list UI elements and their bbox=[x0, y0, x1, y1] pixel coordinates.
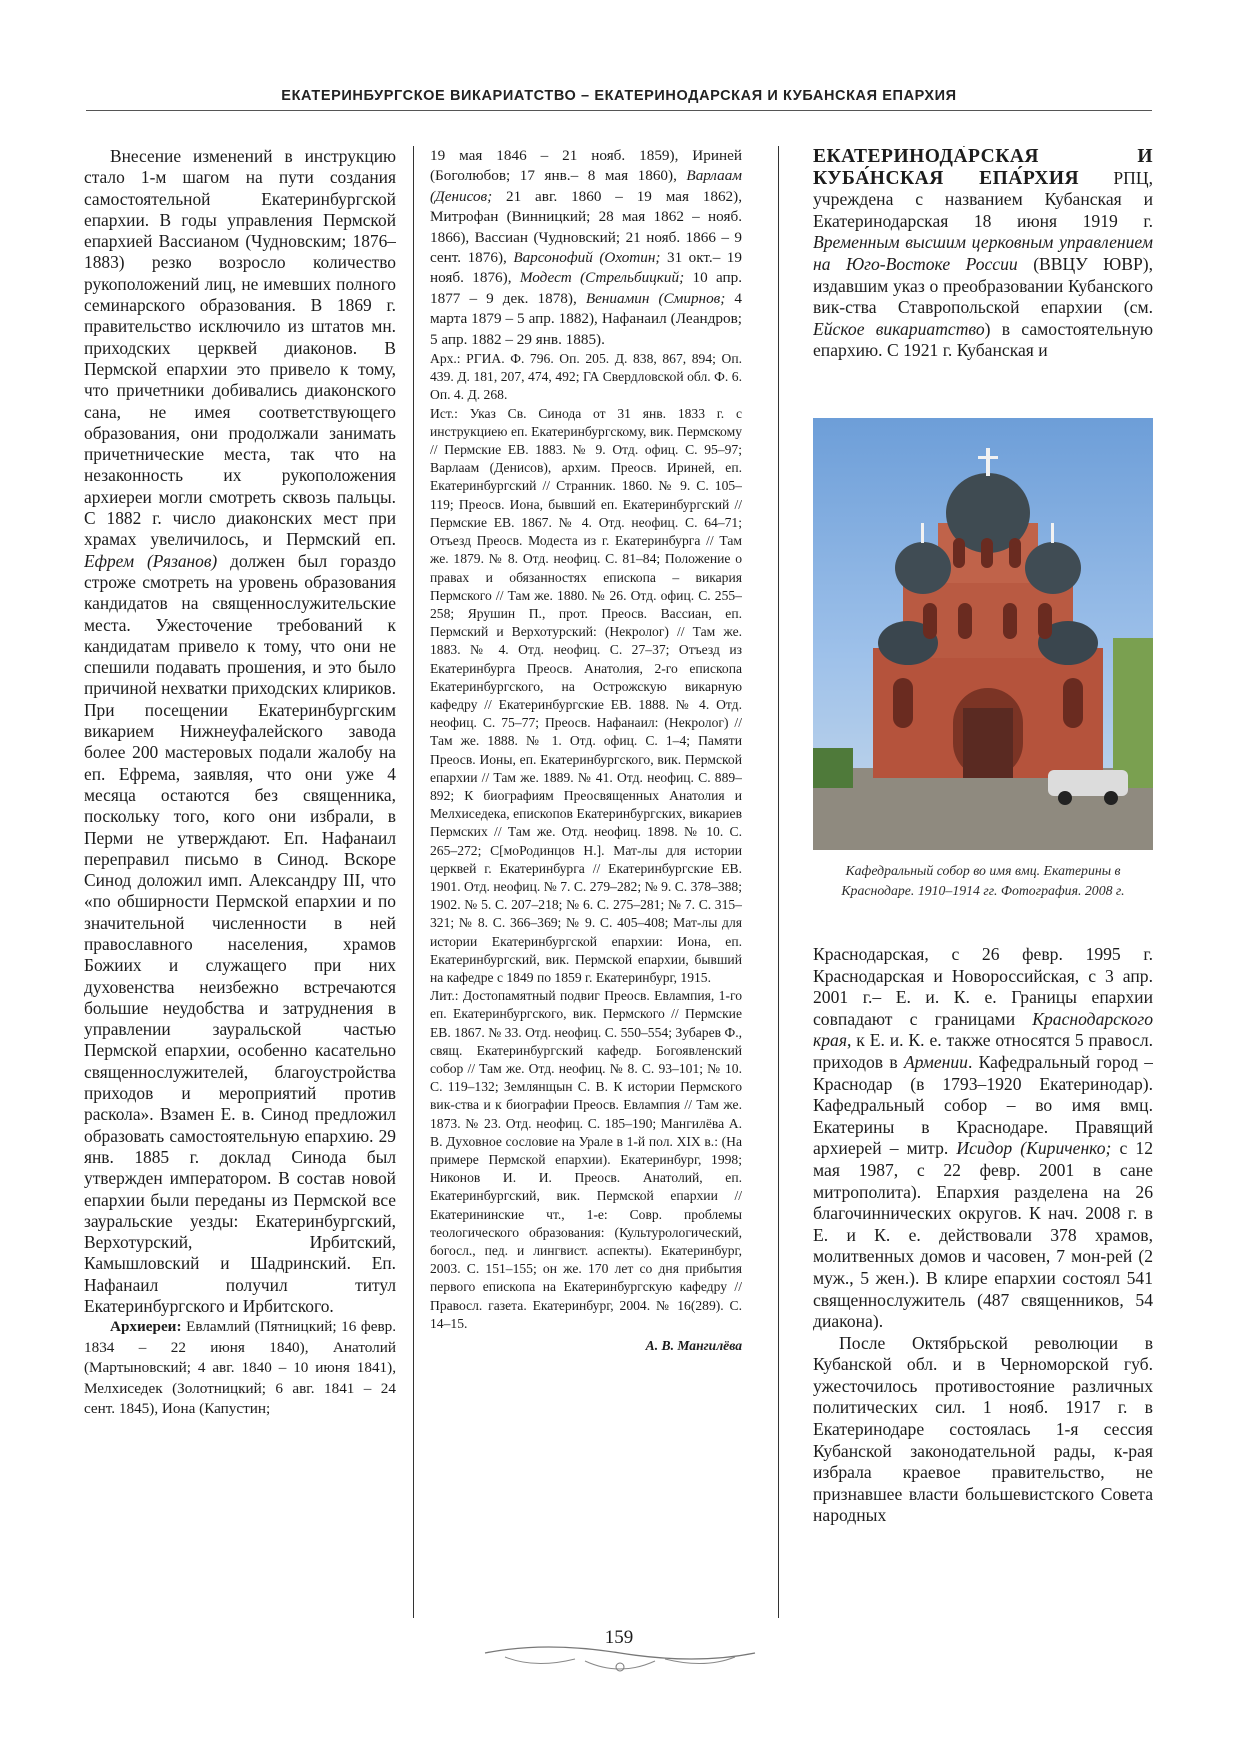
column-3-bottom bbox=[813, 944, 1153, 1619]
paragraph-hierarchs-cont: 19 мая 1846 – 21 нояб. 1859), Ириней (Боголюбов; 17 янв.– 8 мая 1860), Варлаам (Денисов; 21 авг. 1860 – 19 мая 1862), Митрофан (Винницкий; 28 мая 1862 – нояб. 1866), Вассиан (Чудновский; 21 нояб. 1866 – 9 сент. 1876), Варсонофий (Охотин; 31 окт.– 19 нояб. 1876), Модест (Стрельбицкий; 10 апр. 1877 – 9 дек. 1878), Вениамин (Смирнов; 4 марта 1879 – 5 апр. 1882), Нафанаил (Леандров; 5 апр. 1882 – 29 янв. 1885). bbox=[430, 147, 742, 348]
running-header: ЕКАТЕРИНБУРГСКОЕ ВИКАРИАТСТВО – ЕКАТЕРИНОДАРСКАЯ И КУБАНСКАЯ ЕПАРХИЯ bbox=[281, 88, 957, 104]
article-title: ЕКАТЕРИНОДА́РСКАЯ И КУБА́НСКАЯ ЕПА́РХИЯ bbox=[813, 146, 1153, 189]
column-divider-2 bbox=[778, 146, 779, 1618]
article-body-2: После Октябрьской революции в Кубанской обл. и в Черноморской губ. ужесточилось противостояние различных политических сил. 1 нояб. 1917 г. в Екатеринодаре состоялась 1-я сессия Кубанской законодательной рады, к-рая избрала краевое правительство, не признавшее власти большевистского Совета народных bbox=[813, 1332, 1153, 1526]
article-body-1: Краснодарская, с 26 февр. 1995 г. Краснодарская и Новороссийская, с 3 апр. 2001 г.– Е. и. К. е. Границы епархии совпадают с границами Краснодарского края, к Е. и. К. е. также относятся 5 правосл. приходов в Армении. Кафедральный город – Краснодар (в 1793–1920 Екатеринодар). Кафедральный собор – во имя вмц. Екатерины в Краснодаре. Правящий архиерей – митр. Исидор (Кириченко; с 12 мая 1987, с 22 февр. 2001 в сане митрополита). Епархия разделена на 26 благочиннических округов. К нач. 2008 г. в Е. и К. е. действовали 378 храмов, молитвенных домов и часовен, 7 мон-рей (2 муж., 5 жен.). В клире епархии состоял 541 священнослужитель (487 священников, 54 диакона). bbox=[813, 944, 1153, 1332]
paragraph-hierarchs: Архиереи: Евламлий (Пятницкий; 16 февр. 1834 – 22 июня 1840), Анатолий (Мартыновский; 4 авг. 1840 – 10 июня 1841), Мелхиседек (Золотницкий; 6 авг. 1841 – 24 сент. 1845), Иона (Капустин; bbox=[84, 1318, 396, 1417]
sources-note: Ист.: Указ Св. Синода от 31 янв. 1833 г. с инструкциею еп. Екатеринбургскому, вик. Пермскому // Пермские ЕВ. 1883. № 9. Отд. офиц. С. 95–97; Варлаам (Денисов), архим. Преосв. Ириней, еп. Екатеринбургский // Странник. 1860. № 9. С. 105–119; Преосв. Иона, бывший еп. Екатеринбургский // Пермские ЕВ. 1867. № 4. Отд. неофиц. С. 64–71; Отъезд Преосв. Модеста из г. Екатеринбурга // Там же. 1879. № 8. Отд. неофиц. С. 81–84; Положение о правах и обязанностях епископа – викария Пермского // Там же. 1880. № 26. Отд. офиц. С. 255–258; Ярушин П., прот. Преосв. Вассиан, еп. Пермский и Верхотурский: (Некролог) // Там же. 1883. № 4. Отд. неофиц. С. 27–37; Отъезд из Екатеринбурга Преосв. Анатолия, 2-го епископа Екатеринбургского, на Острожскую викарную кафедру // Екатеринбургские ЕВ. 1888. № 4. Отд. неофиц. С. 75–77; Преосв. Нафанаил: (Некролог) // Там же. 1888. № 1. Отд. офиц. С. 1–4; Памяти Преосв. Ионы, еп. Екатеринбургского, вик. Пермской епархии // Там же. 1889. № 41. Отд. неофиц. С. 889–892; К биографиям Преосвященных Анатолия и Мелхиседека, епископов Екатеринбургских, викариев Пермских // Там же. Отд. неофиц. 1898. № 10. С. 265–272; С[моРодинцов Н.]. Мат-лы для истории церквей г. Екатеринбурга // Екатеринбургские ЕВ. 1901. Отд. неофиц. № 7. С. 279–282; № 9. С. 378–388; 1902. № 5. С. 207–218; № 6. С. 275–281; № 7. С. 315–321; № 8. С. 366–369; № 9. С. 405–408; Мат-лы для истории Екатеринбургской епархии: Иона, еп. Екатеринбургский, вик. Пермской епархии, бывший на кафедре с 1849 по 1859 г. Екатеринбург, 1915. bbox=[430, 405, 742, 985]
paragraph-intro: Внесение изменений в инструкцию стало 1-м шагом на пути создания самостоятельной Екатеринбургской епархии. В годы управления Пермской епархией Вассианом (Чудновским; 1876–1883) резко возросло количество рукоположений лиц, не имевших полного семинарского образования. В 1869 г. правительство исключило из штатов мн. приходских церквей диаконов. В Пермской епархии это привело к тому, что причетники добивались диаконского сана, не имея соответствующего образования, они продолжали занимать причетнические места, так что на незаконность их рукоположения архиереи могли смотреть сквозь пальцы. С 1882 г. число диаконских мест при храмах увеличилось, и Пермский еп. Ефрем (Рязанов) должен был гораздо строже смотреть на уровень образования кандидатов на священнослужительские места. Ужесточение требований к кандидатам привело к тому, что они не спешили подавать прошения, и это было причиной нехватки приходских клириков. При посещении Екатеринбургским викарием Нижнеуфалейского завода более 200 мастеровых подали жалобу на еп. Ефрема, заявляя, что они уже 4 месяца остаются без священника, поскольку того, кого они избрали, в Перми не утверждают. Еп. Нафанаил переправил письмо в Синод. Вскоре Синод доложил имп. Александру III, что «по обширности Пермской епархии и по значительной численности в ней православного населения, храмов Божиих и служащего при них духовенства неизбежно встречаются большие неудобства и затруднения в управлении зауральской частью Пермской епархии, особенно касательно священнослужителей, благоустройства приходов и мероприятий против раскола». Взамен Е. в. Синод предложил образовать самостоятельную епархию. 29 янв. 1885 г. доклад Синода был утвержден императором. В состав новой епархии были переданы из Пермской все зауральские уезды: Екатеринбургский, Верхотурский, Ирбитский, Камышловский и Шадринский. Еп. Нафанаил получил титул Екатеринбургского и Ирбитского. bbox=[84, 146, 396, 1317]
column-2 bbox=[430, 146, 742, 1616]
header-rule bbox=[86, 110, 1152, 111]
column-3-top bbox=[813, 146, 1153, 416]
column-divider-1 bbox=[413, 146, 414, 1618]
cathedral-illustration bbox=[813, 418, 1153, 850]
literature-note: Лит.: Достопамятный подвиг Преосв. Евлампия, 1-го еп. Екатеринбургского, вик. Пермского // Пермские ЕВ. 1867. № 33. Отд. неофиц. С. 550–554; Зубарев Ф., свящ. Екатеринбургский кафедр. Богоявленский собор // Там же. Отд. неофиц. № 8. С. 93–101; № 10. С. 119–132; Землянщын С. В. К истории Пермского вик-ства и к биографии Преосв. Евлампия // Там же. 1873. № 23. Отд. неофиц. С. 185–190; Мангилёва А. В. Духовное сословие на Урале в 1-й пол. XIX в.: (На примере Пермской епархии). Екатеринбург, 1998; Никонов И. И. Преосв. Анатолий, еп. Екатеринбургский, вик. Пермской епархии // Екатерининские чт., 1-е: Совр. проблемы теологического образования: (Культурологический, богосл., пед. и лингвист. аспекты). Екатеринбург, 2003. С. 151–155; он же. 170 лет со дня прибытия первого епископа на Екатеринбургскую кафедру // Правосл. газета. Екатеринбург, 2004. № 16(289). С. 14–15. bbox=[430, 988, 742, 1331]
cathedral-photo bbox=[813, 418, 1153, 850]
column-1 bbox=[84, 146, 396, 1616]
page-number: 159 bbox=[604, 1627, 634, 1648]
article-intro: ЕКАТЕРИНОДА́РСКАЯ И КУБА́НСКАЯ ЕПА́РХИЯ РПЦ, учреждена с названием Кубанская и Екатеринодарская 18 июня 1919 г. Временным высшим церковным управлением на Юго-Востоке России (ВВЦУ ЮВР), издавшим указ о преобразовании Кубанского вик-ства Ставропольской епархии (см. Ейское викариатство) в самостоятельную епархию. С 1921 г. Кубанская и bbox=[813, 146, 1153, 361]
author-signature: А. В. Мангилёва bbox=[645, 1338, 742, 1354]
archives-note: Арх.: РГИА. Ф. 796. Оп. 205. Д. 838, 867, 894; Оп. 439. Д. 181, 207, 474, 492; ГА Свердловской обл. Ф. 6. Оп. 4. Д. 268. bbox=[430, 351, 742, 403]
photo-caption: Кафедральный собор во имя вмц. Екатерины в Краснодаре. 1910–1914 гг. Фотография. 2008 г. bbox=[841, 863, 1125, 899]
